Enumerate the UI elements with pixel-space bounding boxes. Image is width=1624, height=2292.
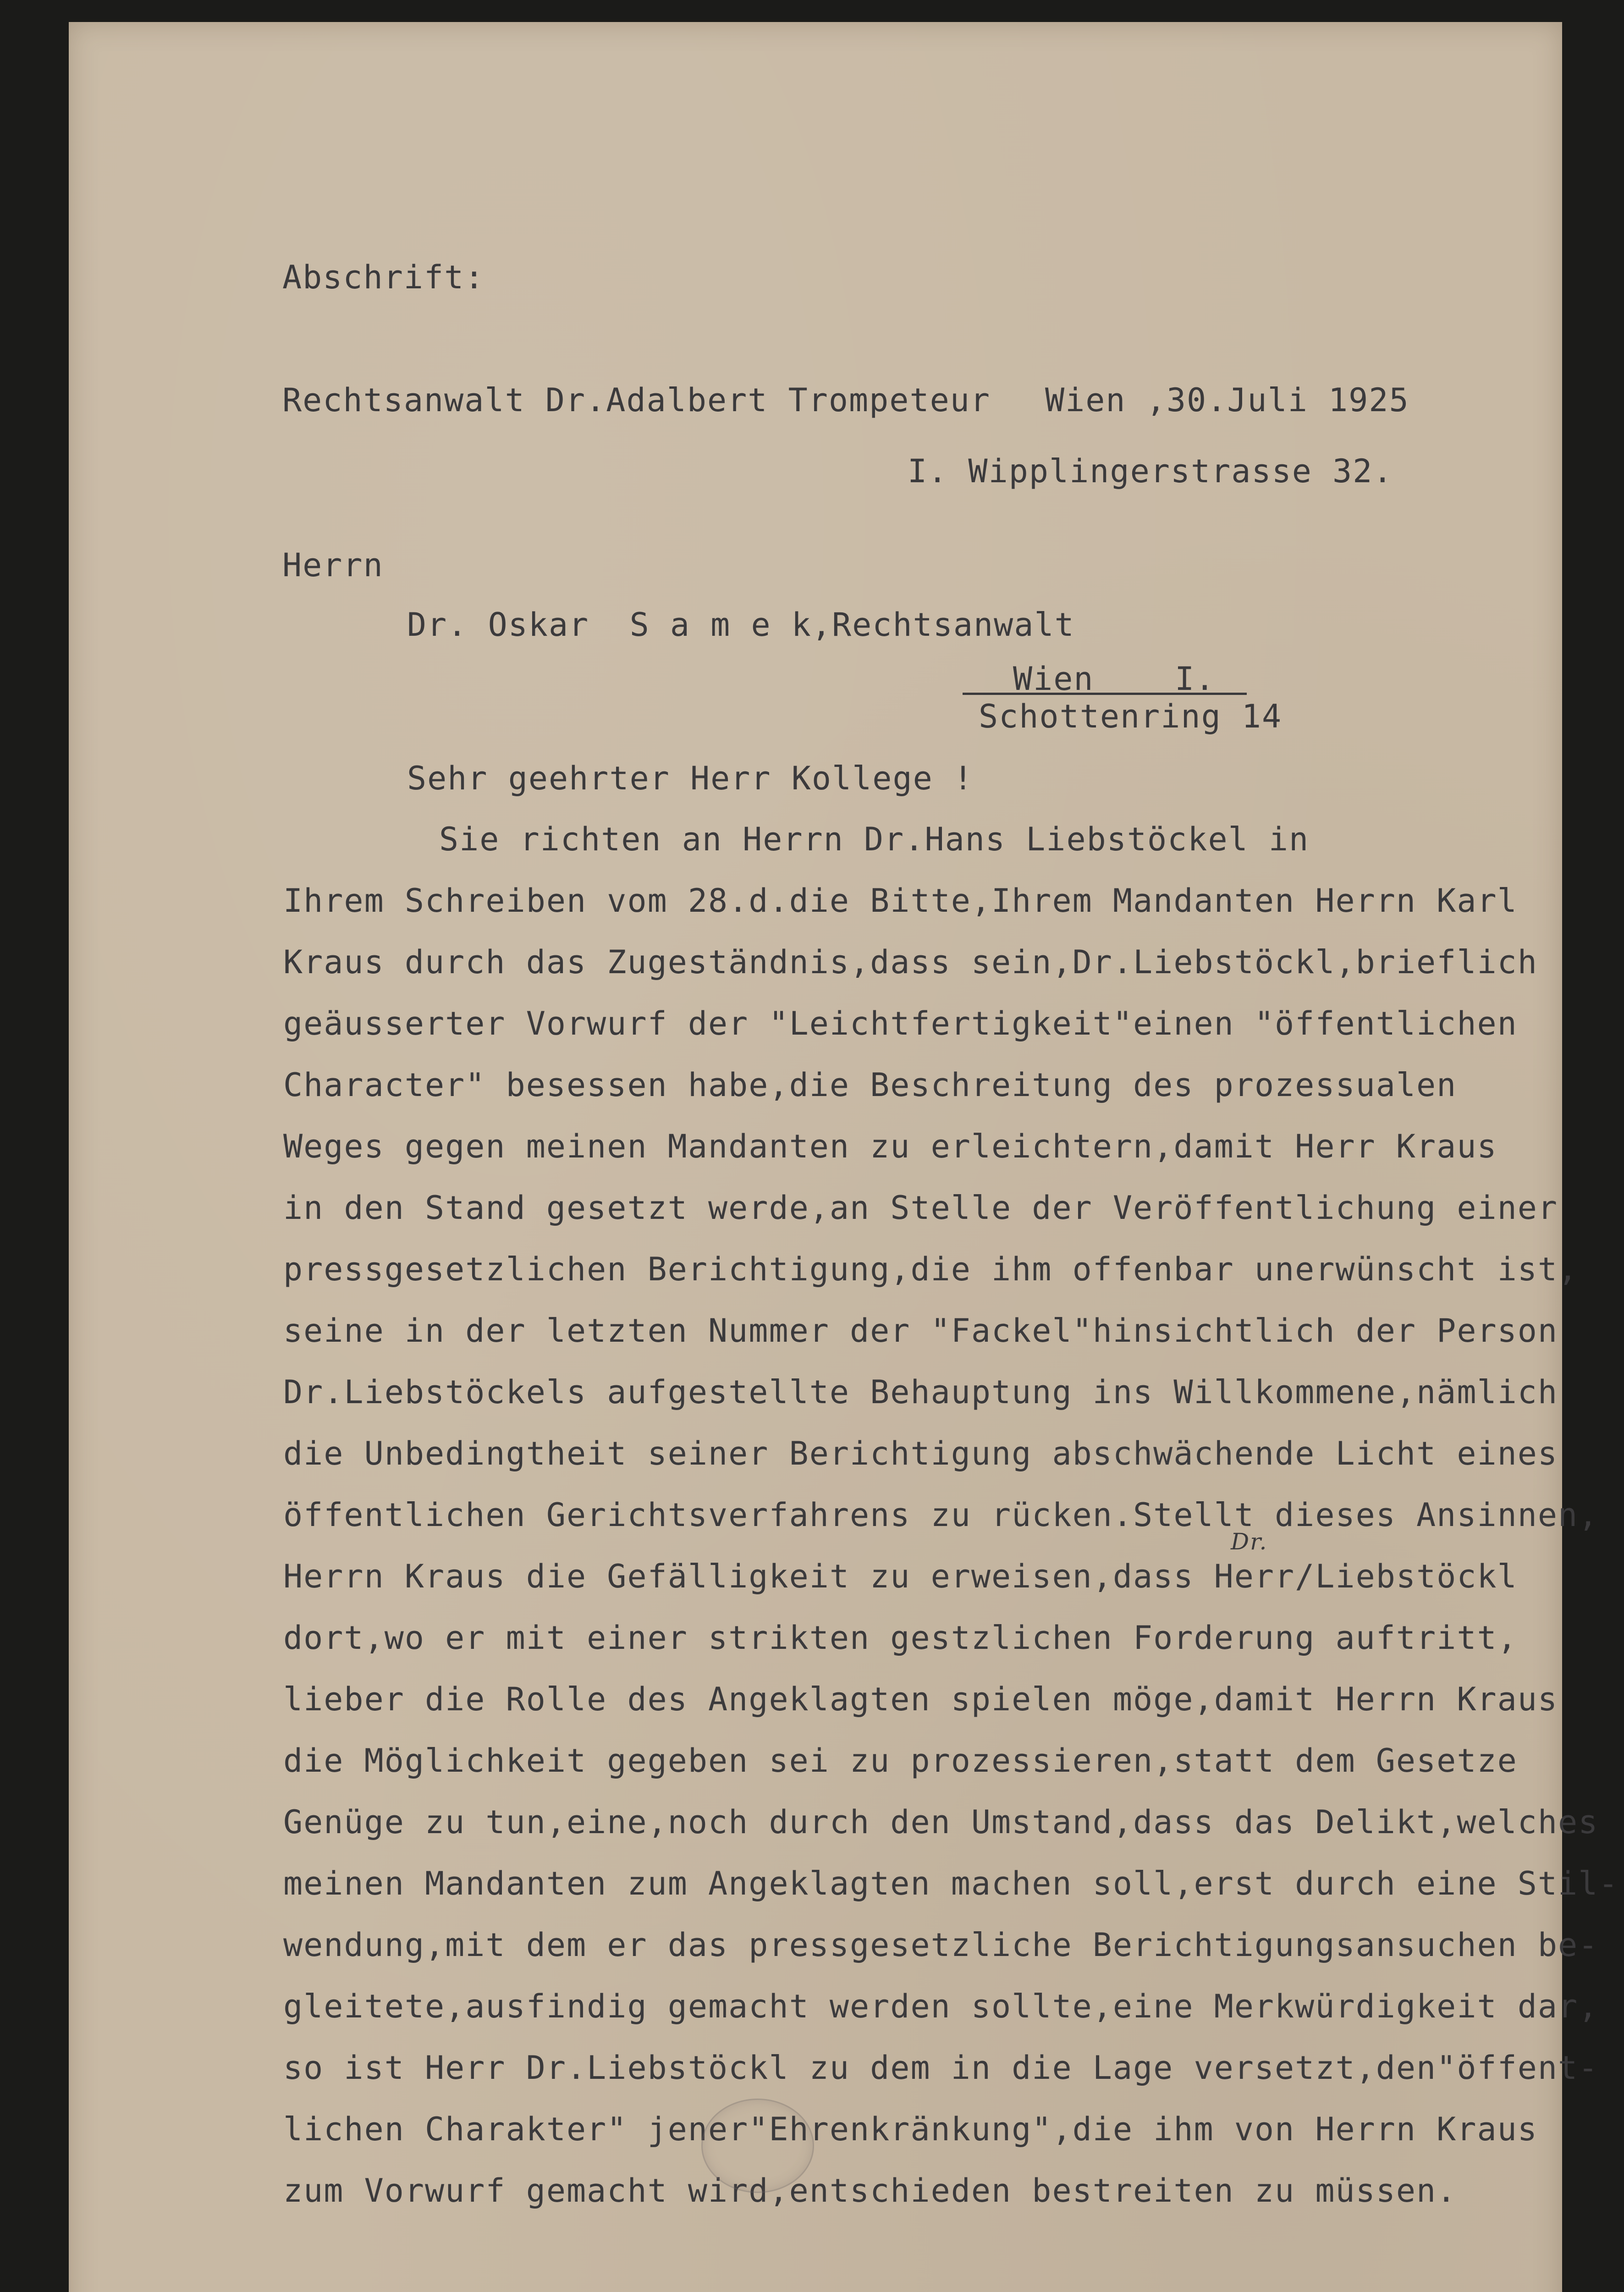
recipient-street: Schottenring 14 <box>979 698 1283 735</box>
body-line: so ist Herr Dr.Liebstöckl zu dem in die Lage versetzt,den"öffent- <box>283 2049 1599 2087</box>
body-line: geäusserter Vorwurf der "Leichtfertigkeit"einen "öffentlichen <box>283 1005 1518 1042</box>
body-line: gleitete,ausfindig gemacht werden sollte,eine Merkwürdigkeit dar, <box>283 1988 1599 2025</box>
body-line: Kraus durch das Zugeständnis,dass sein,Dr.Liebstöckl,brieflich <box>283 943 1538 981</box>
body-line: pressgesetzlichen Berichtigung,die ihm offenbar unerwünscht ist, <box>283 1251 1579 1288</box>
body-line: Weges gegen meinen Mandanten zu erleichtern,damit Herr Kraus <box>283 1128 1497 1165</box>
recipient-city: Wien I. <box>1013 660 1216 698</box>
recipient-salutation: Herrn <box>282 546 384 584</box>
body-line: seine in der letzten Nummer der "Fackel"hinsichtlich der Person <box>283 1312 1558 1350</box>
body-line: Character" besessen habe,die Beschreitung des prozessualen <box>283 1066 1457 1104</box>
recipient-name: Dr. Oskar S a m e k,Rechtsanwalt <box>407 606 1075 644</box>
body-line: wendung,mit dem er das pressgesetzliche Berichtigungsansuchen be- <box>283 1926 1599 1964</box>
body-line: dort,wo er mit einer strikten gestzlichen Forderung auftritt, <box>283 1619 1518 1657</box>
greeting: Sehr geehrter Herr Kollege ! <box>407 760 974 797</box>
faint-stamp-mark <box>701 2099 814 2193</box>
letter-page <box>69 22 1619 2292</box>
handwritten-insert: Dr. <box>1231 1528 1268 1555</box>
body-line: meinen Mandanten zum Angeklagten machen soll,erst durch eine Stil- <box>283 1865 1619 1902</box>
sender-line: Rechtsanwalt Dr.Adalbert Trompeteur <box>282 381 991 419</box>
body-line: zum Vorwurf gemacht wird,entschieden bestreiten zu müssen. <box>283 2172 1457 2209</box>
document-heading: Abschrift: <box>282 259 485 296</box>
body-line: die Möglichkeit gegeben sei zu prozessieren,statt dem Gesetze <box>283 1742 1518 1780</box>
body-line: Dr.Liebstöckels aufgestellte Behauptung ins Willkommene,nämlich <box>283 1373 1558 1411</box>
body-line: lieber die Rolle des Angeklagten spielen möge,damit Herrn Kraus <box>283 1680 1558 1718</box>
body-line: öffentlichen Gerichtsverfahrens zu rücken.Stellt dieses Ansinnen, <box>283 1496 1599 1534</box>
sender-address: I. Wipplingerstrasse 32. <box>908 452 1393 490</box>
body-line: Ihrem Schreiben vom 28.d.die Bitte,Ihrem Mandanten Herrn Karl <box>283 882 1518 920</box>
letter-date: Wien ,30.Juli 1925 <box>1045 381 1409 419</box>
body-line: die Unbedingtheit seiner Berichtigung abschwächende Licht eines <box>283 1435 1558 1472</box>
body-line: Sie richten an Herrn Dr.Hans Liebstöckel in <box>439 821 1310 858</box>
body-line: Herrn Kraus die Gefälligkeit zu erweisen,dass Herr/Liebstöckl <box>283 1558 1518 1595</box>
body-line: lichen Charakter" jener"Ehrenkränkung",die ihm von Herrn Kraus <box>283 2110 1538 2148</box>
body-line: Genüge zu tun,eine,noch durch den Umstand,dass das Delikt,welches <box>283 1803 1599 1841</box>
body-line: in den Stand gesetzt werde,an Stelle der Veröffentlichung einer <box>283 1189 1558 1227</box>
